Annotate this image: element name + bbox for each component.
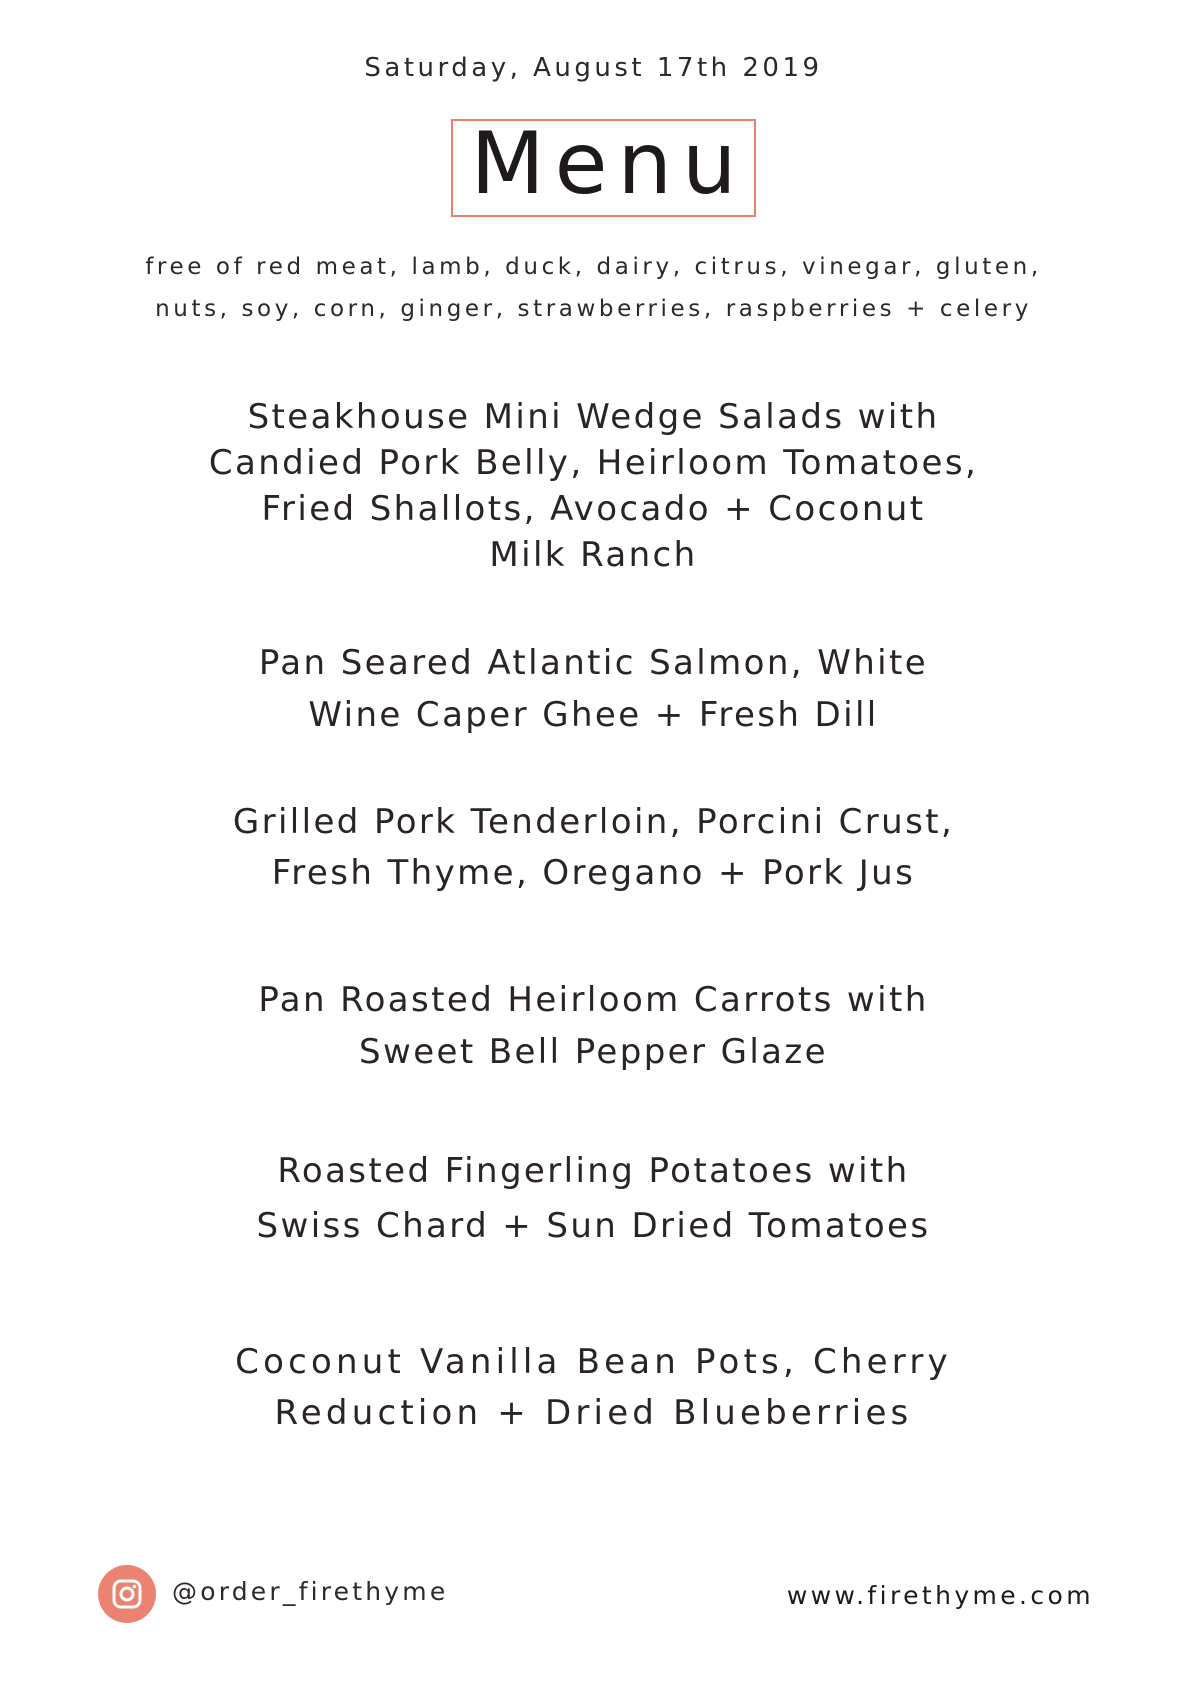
menu-title-frame: [451, 114, 756, 217]
dish-line: Grilled Pork Tenderloin, Porcini Crust,: [232, 802, 955, 842]
dish-carrots: [0, 974, 1187, 1078]
allergen-notice: [0, 246, 1187, 330]
dish-line: Fresh Thyme, Oregano + Pork Jus: [271, 853, 916, 893]
dish-line: Milk Ranch: [489, 535, 698, 575]
menu-date: Saturday, August 17th 2019: [364, 53, 823, 83]
instagram-handle[interactable]: @order_firethyme: [172, 1577, 449, 1606]
dish-pork-tenderloin: [0, 797, 1187, 899]
instagram-icon[interactable]: [98, 1565, 156, 1623]
dish-line: Coconut Vanilla Bean Pots, Cherry: [235, 1342, 952, 1382]
dish-line: Pan Roasted Heirloom Carrots with: [258, 980, 929, 1020]
instagram-glyph: [112, 1579, 142, 1609]
dish-line: Candied Pork Belly, Heirloom Tomatoes,: [208, 443, 979, 483]
dish-line: Fried Shallots, Avocado + Coconut: [261, 489, 926, 529]
dish-potatoes: [0, 1144, 1187, 1254]
dish-line: Sweet Bell Pepper Glaze: [359, 1032, 828, 1072]
dish-salmon: [0, 637, 1187, 741]
dish-vanilla-pots: [0, 1337, 1187, 1439]
dish-wedge-salad: [0, 394, 1187, 578]
dish-line: Reduction + Dried Blueberries: [274, 1393, 913, 1433]
dish-line: Swiss Chard + Sun Dried Tomatoes: [256, 1206, 931, 1246]
menu-title: Menu: [470, 114, 747, 214]
dish-line: Wine Caper Ghee + Fresh Dill: [308, 695, 879, 735]
dish-line: Steakhouse Mini Wedge Salads with: [247, 397, 940, 437]
website-link[interactable]: www.firethyme.com: [786, 1581, 1094, 1610]
dish-line: Roasted Fingerling Potatoes with: [277, 1151, 910, 1191]
dish-line: Pan Seared Atlantic Salmon, White: [258, 643, 929, 683]
allergen-line: nuts, soy, corn, ginger, strawberries, raspberries + celery: [155, 296, 1032, 322]
allergen-line: free of red meat, lamb, duck, dairy, citrus, vinegar, gluten,: [145, 254, 1042, 280]
